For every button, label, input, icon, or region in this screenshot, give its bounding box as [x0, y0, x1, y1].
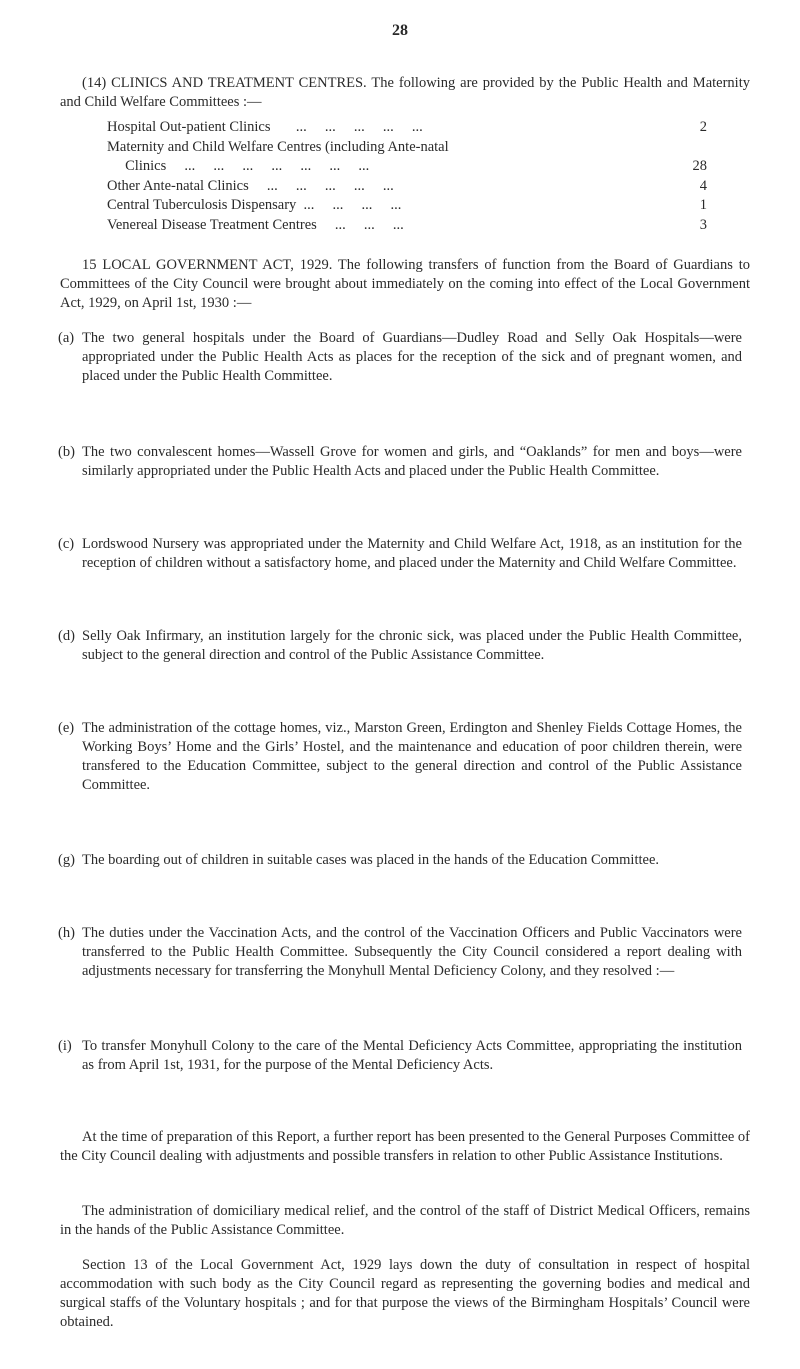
list-item	[58, 851, 742, 870]
closing-paragraph: At the time of preparation of this Report, a further report has been presented to the General Purposes Committee of the City Council dealing with adjustments and possible transfers in relation to other Public Assistance Institutions.	[60, 1129, 750, 1164]
item-text: Selly Oak Infirmary, an institution largely for the chronic sick, was placed under the Public Health Committee, subject to the general direction and control of the Public Assistance Committee.	[82, 628, 742, 663]
clinic-count	[687, 138, 707, 158]
item-text: The administration of the cottage homes, viz., Marston Green, Erdington and Shenley Fields Cottage Homes, the Working Boys’ Home and the Girls’ Hostel, and the maintenance and education of poor children therein, were transfered to the Education Committee, subject to the general direction and control of the Public Assistance Committee.	[82, 720, 742, 793]
clinic-label: Central Tuberculosis Dispensary ... ... ... ...	[107, 197, 402, 213]
closing-paragraph: Section 13 of the Local Government Act, 1929 lays down the duty of consultation in respect of hospital accommodation with such body as the City Council regard as representing the governing bodies and medical and surgical staffs of the Voluntary hospitals ; and for that purpose the views of the Birmingham Hospitals’ Council were obtained.	[60, 1257, 750, 1330]
clinic-label: Hospital Out-patient Clinics ... ... ... ... ...	[107, 119, 423, 135]
item-label: (i)	[58, 1038, 72, 1054]
clinic-count: 28	[692, 158, 707, 174]
clinic-label: Other Ante-natal Clinics ... ... ... ... ...	[107, 177, 394, 194]
clinic-count: 1	[699, 197, 707, 213]
list-item	[58, 443, 742, 481]
list-item	[58, 719, 742, 795]
item-label: (e)	[58, 720, 75, 736]
section-15-heading-paragraph: 15 LOCAL GOVERNMENT ACT, 1929. The following transfers of function from the Board of Guardians to Committees of the City Council were brought about immediately on the coming into effect of the Local Government Act, 1929, on April 1st, 1930 :—	[60, 257, 750, 311]
clinic-label: Maternity and Child Welfare Centres (including Ante-natal	[107, 138, 449, 155]
closing-paragraph: The administration of domiciliary medical relief, and the control of the staff of District Medical Officers, remains in the hands of the Public Assistance Committee.	[60, 1203, 750, 1238]
clinic-count: 3	[699, 216, 707, 233]
item-text: The boarding out of children in suitable cases was placed in the hands of the Education Committee.	[82, 852, 660, 868]
clinics-table	[107, 118, 707, 235]
table-row	[107, 177, 707, 197]
clinic-count: 2	[699, 119, 707, 135]
item-label: (c)	[58, 536, 75, 552]
item-text: The duties under the Vaccination Acts, and the control of the Vaccination Officers and Public Vaccinators were transferred to the Public Health Committee. Subsequently the City Council considered a report dealing with adjustments necessary for transferring the Monyhull Mental Deficiency Colony, and they resolved :—	[82, 925, 742, 979]
item-label: (b)	[58, 444, 75, 460]
list-item	[58, 627, 742, 665]
item-label: (d)	[58, 628, 75, 644]
item-text: Lordswood Nursery was appropriated under the Maternity and Child Welfare Act, 1918, as an institution for the reception of children without a satisfactory home, and placed under the Maternity and Child Welfare Committee.	[82, 536, 742, 571]
clinic-label: Clinics ... ... ... ... ... ... ...	[107, 158, 370, 174]
list-item	[58, 1037, 742, 1075]
item-text: The two convalescent homes—Wassell Grove for women and girls, and “Oaklands” for men and boys—were similarly appropriated under the Public Health Acts and placed under the Public Health Committee.	[82, 444, 742, 479]
clinic-label: Venereal Disease Treatment Centres ... ... ...	[107, 216, 404, 233]
item-text: To transfer Monyhull Colony to the care of the Mental Deficiency Acts Committee, appropriating the institution as from April 1st, 1931, for the purpose of the Mental Deficiency Acts.	[82, 1038, 742, 1073]
table-row	[107, 196, 707, 216]
page-number: 28	[392, 22, 408, 39]
table-row	[107, 157, 707, 177]
item-label: (a)	[58, 330, 75, 346]
section-14-heading-paragraph: (14) CLINICS AND TREATMENT CENTRES. The following are provided by the Public Health and Maternity and Child Welfare Committees :—	[60, 75, 750, 110]
table-row	[107, 118, 707, 138]
item-text: The two general hospitals under the Board of Guardians—Dudley Road and Selly Oak Hospitals—were appropriated under the Public Health Acts as places for the reception of the sick and of pregnant women, and placed under the Public Health Committee.	[82, 330, 742, 384]
item-label: (h)	[58, 925, 75, 941]
list-item	[58, 535, 742, 573]
item-label: (g)	[58, 852, 75, 868]
table-row	[107, 138, 707, 158]
list-item	[58, 924, 742, 981]
list-item	[58, 329, 742, 386]
table-row	[107, 216, 707, 236]
clinic-count: 4	[699, 177, 707, 194]
